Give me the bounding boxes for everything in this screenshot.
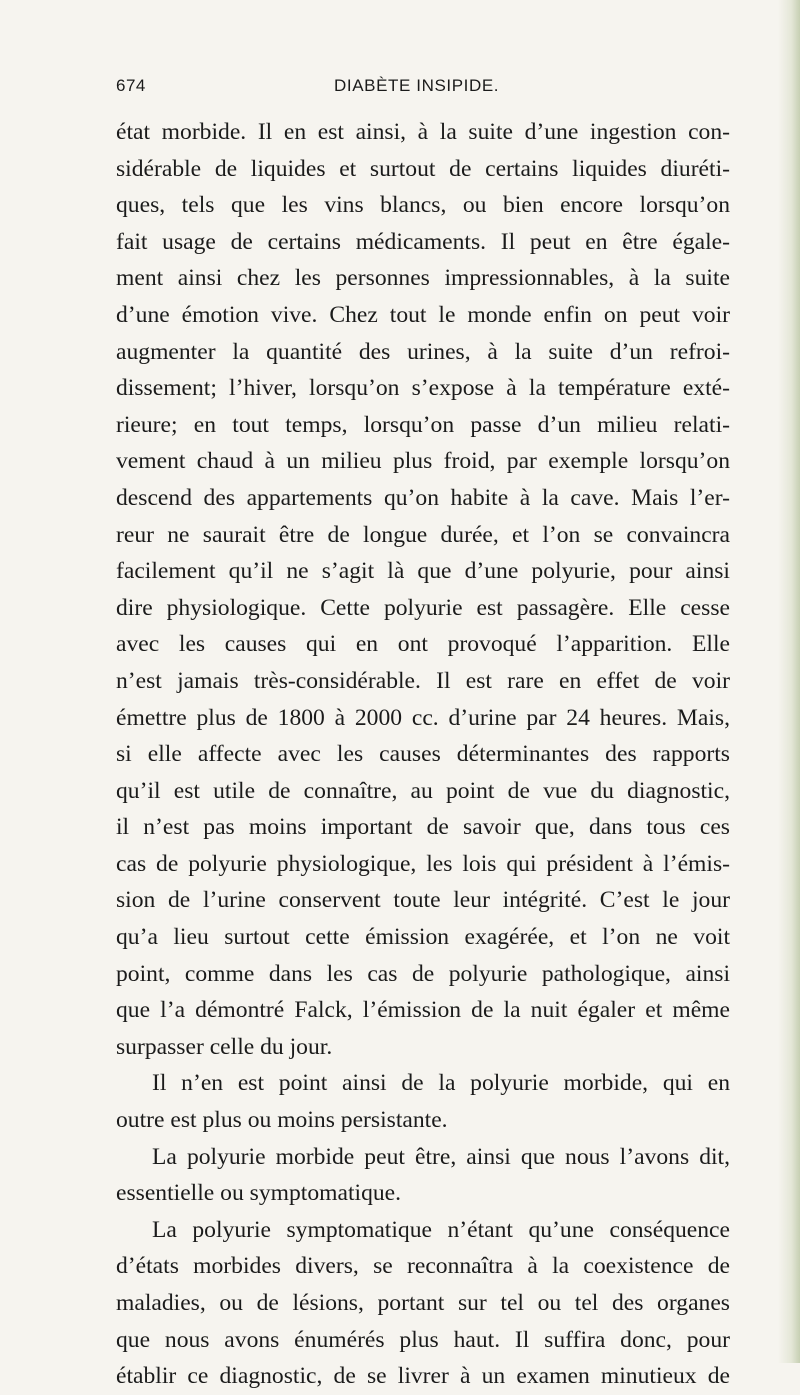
text-line: maladies, ou de lésions, portant sur tel ou tel des organes	[116, 1290, 730, 1316]
text-line: essentielle ou symptomatique.	[116, 1180, 402, 1207]
running-title: DIABÈTE INSIPIDE.	[334, 76, 500, 95]
text-line: augmenter la quantité des urines, à la suite d’un refroi-	[116, 338, 730, 365]
text-line: point, comme dans les cas de polyurie pathologique, ainsi	[116, 960, 730, 987]
text-line: d’états morbides divers, se reconnaîtra à la coexistence de	[116, 1253, 730, 1280]
text-line: établir ce diagnostic, de se livrer à un examen minutieux de	[116, 1363, 730, 1390]
text-line: facilement qu’il ne s’agit là que d’une polyurie, pour ainsi	[116, 558, 730, 585]
text-line: état morbide. Il en est ainsi, à la suite d’une ingestion con-	[116, 119, 730, 145]
text-line: que nous avons énumérés plus haut. Il suffira donc, pour	[116, 1326, 730, 1353]
paragraph-start-line: La polyurie symptomatique n’étant qu’une conséquence	[152, 1216, 730, 1243]
text-line: qu’a lieu surtout cette émission exagérée, et l’on ne voit	[116, 924, 730, 951]
text-line: vement chaud à un milieu plus froid, par exemple lorsqu’on	[116, 448, 730, 475]
text-line: qu’il est utile de connaître, au point de vue du diagnostic,	[116, 777, 730, 804]
text-line: surpasser celle du jour.	[116, 1033, 333, 1060]
text-line: n’est jamais très-considérable. Il est rare en effet de voir	[116, 667, 730, 694]
paragraph-start-line: Il n’en est point ainsi de la polyurie morbide, qui en	[152, 1070, 730, 1097]
text-line: que l’a démontré Falck, l’émission de la nuit égaler et même	[116, 997, 730, 1024]
text-line: rieure; en tout temps, lorsqu’on passe d’un milieu relati-	[116, 411, 730, 438]
body-text	[116, 114, 730, 1395]
text-line: dissement; l’hiver, lorsqu’on s’expose à la température exté-	[116, 375, 730, 402]
text-line: ment ainsi chez les personnes impressionnables, à la suite	[116, 265, 730, 292]
text-line: descend des appartements qu’on habite à la cave. Mais l’er-	[116, 484, 730, 511]
text-line: sion de l’urine conservent toute leur intégrité. C’est le jour	[116, 887, 730, 914]
text-line: il n’est pas moins important de savoir que, dans tous ces	[116, 814, 730, 841]
text-line: ques, tels que les vins blancs, ou bien encore lorsqu’on	[116, 192, 730, 219]
paragraph-start-line: La polyurie morbide peut être, ainsi que nous l’avons dit,	[152, 1143, 730, 1170]
text-line: sidérable de liquides et surtout de certains liquides diuréti-	[116, 155, 730, 182]
text-line: émettre plus de 1800 à 2000 cc. d’urine par 24 heures. Mais,	[116, 704, 730, 731]
text-line: avec les causes qui en ont provoqué l’apparition. Elle	[116, 631, 730, 658]
text-line: outre est plus ou moins persistante.	[116, 1107, 448, 1134]
text-line: fait usage de certains médicaments. Il peut en être égale-	[116, 228, 730, 255]
text-line: d’une émotion vive. Chez tout le monde enfin on peut voir	[116, 301, 730, 328]
text-line: reur ne saurait être de longue durée, et l’on se convaincra	[116, 521, 730, 548]
text-line: dire physiologique. Cette polyurie est passagère. Elle cesse	[116, 594, 730, 621]
page-edge-shadow	[778, 0, 800, 1363]
text-line: si elle affecte avec les causes déterminantes des rapports	[116, 741, 730, 768]
page-number: 674	[116, 76, 146, 95]
text-line: cas de polyurie physiologique, les lois qui président à l’émis-	[116, 850, 730, 877]
running-header	[116, 76, 696, 106]
